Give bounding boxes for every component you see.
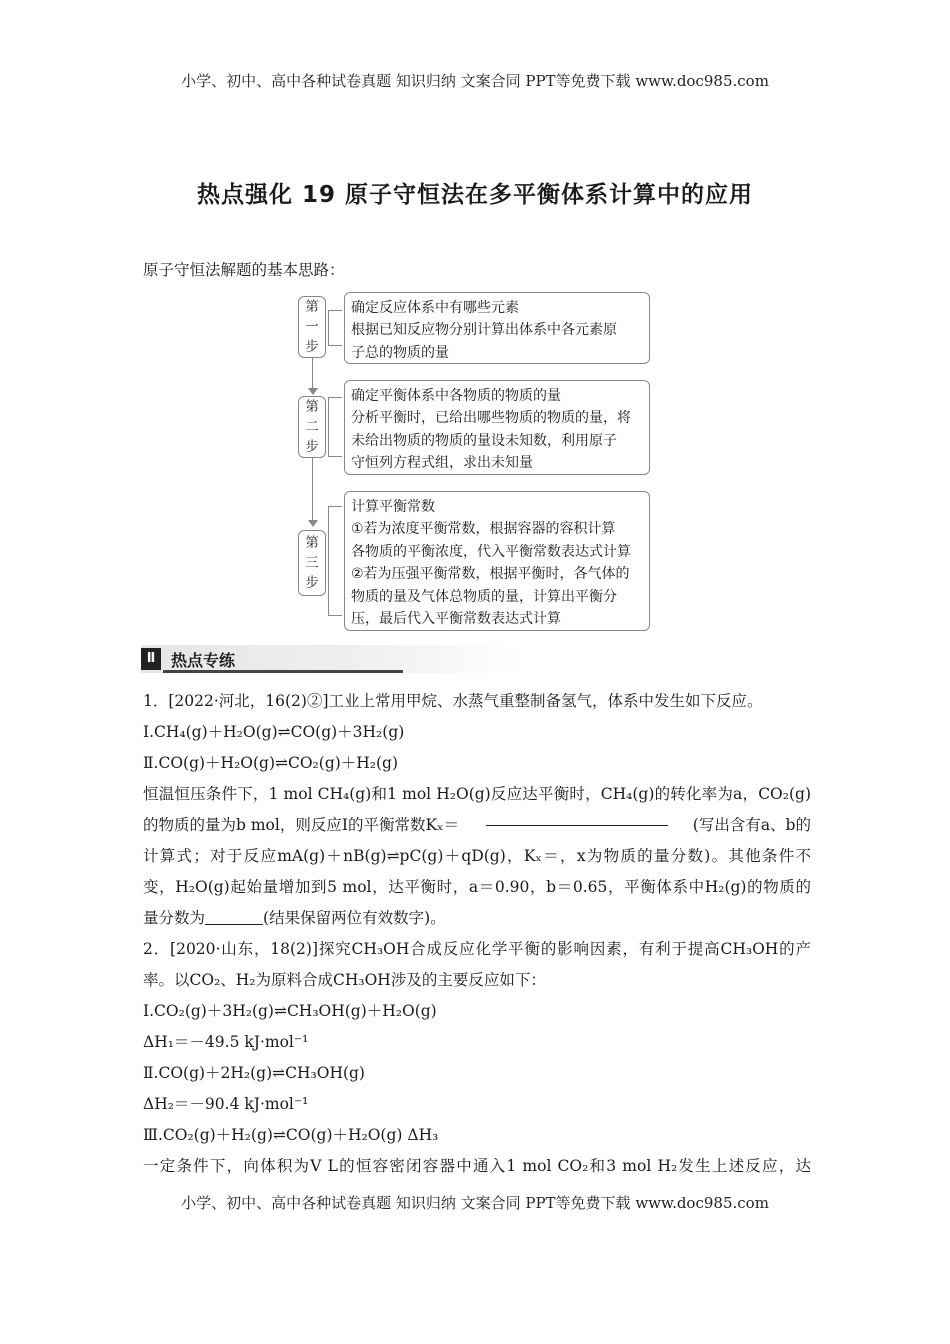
step-1-line: 确定反应体系中有哪些元素 (351, 300, 519, 316)
section-underline (163, 670, 403, 673)
q1-paragraph-line: (结果保留两位有效数字)。 (263, 909, 446, 927)
step-2-line: 守恒列方程式组，求出未知量 (351, 455, 533, 472)
q1-paragraph-line: 量分数为 (143, 909, 206, 927)
step-1-label: 第 一 步 (298, 296, 326, 358)
step-1-line: 子总的物质的量 (351, 344, 449, 361)
step-3-bracket (328, 506, 342, 616)
section-label: 热点专练 (171, 651, 236, 670)
step-1-box (344, 292, 650, 364)
q1-source: 1．[2022·河北，16(2)②] (143, 692, 329, 710)
flowchart (298, 292, 654, 634)
q1-paragraph-line: 变，H₂O(g)起始量增加到5 mol，达平衡时，a＝0.90，b＝0.65，平衡体系中H₂(g)的物质的 (143, 878, 811, 896)
q1-paragraph-line: 恒温恒压条件下，1 mol CH₄(g)和1 mol H₂O(g)反应达平衡时，CH₄(g)的转化率为a，CO₂(g) (143, 785, 811, 803)
step-3-line: 各物质的平衡浓度，代入平衡常数表达式计算 (351, 543, 631, 560)
step-3-line: ②若为压强平衡常数，根据平衡时，各气体的 (351, 566, 630, 583)
q2-enthalpy-2: ΔH₂＝－90.4 kJ·mol⁻¹ (143, 1095, 309, 1113)
arrow-down-icon (308, 520, 318, 527)
page-footer: 小学、初中、高中各种试卷真题 知识归纳 文案合同 PPT等免费下载 www.doc985.com (181, 1194, 769, 1212)
intro-text: 原子守恒法解题的基本思路： (143, 261, 345, 279)
connector-line (312, 458, 313, 520)
connector-line (312, 358, 313, 388)
q2-reaction-3: Ⅲ.CO₂(g)＋H₂(g)⇌CO(g)＋H₂O(g) ΔH₃ (143, 1126, 439, 1144)
q2-stem: 率。以CO₂、H₂为原料合成CH₃OH涉及的主要反应如下： (143, 971, 546, 989)
q2-source: 2．[2020·山东，18(2)] (143, 940, 319, 958)
page-header: 小学、初中、高中各种试卷真题 知识归纳 文案合同 PPT等免费下载 www.doc985.com (181, 72, 769, 90)
q1-reaction-1: Ⅰ.CH₄(g)＋H₂O(g)⇌CO(g)＋3H₂(g) (143, 723, 405, 741)
question-2 (143, 934, 811, 1182)
step-2-label: 第 二 步 (298, 396, 326, 458)
step-3-line: 计算平衡常数 (351, 499, 435, 515)
q1-paragraph-line: 计算式；对于反应mA(g)＋nB(g)⇌pC(g)＋qD(g)，Kₓ＝，x为物质的量分数)。其他条件不 (143, 847, 811, 865)
step-2-line: 未给出物质的物质的量设未知数，利用原子 (351, 432, 617, 449)
step-1-line: 根据已知反应物分别计算出体系中各元素原 (351, 322, 617, 339)
step-2-line: 分析平衡时，已给出哪些物质的物质的量，将 (351, 410, 631, 427)
step-3-line: 物质的量及气体总物质的量，计算出平衡分 (351, 588, 617, 605)
q1-paragraph-line: (写出含有a、b的 (692, 816, 811, 834)
arrow-down-icon (308, 388, 318, 395)
step-3-label: 第 三 步 (298, 530, 326, 596)
q2-stem: 探究CH₃OH合成反应化学平衡的影响因素，有利于提高CH₃OH的产 (318, 940, 811, 958)
section-banner (141, 645, 521, 673)
q2-paragraph-line: 一定条件下，向体积为V L的恒容密闭容器中通入1 mol CO₂和3 mol H₂发生上述反应，达 (143, 1157, 811, 1175)
q2-reaction-2: Ⅱ.CO(g)＋2H₂(g)⇌CH₃OH(g) (143, 1064, 365, 1082)
q2-reaction-1: Ⅰ.CO₂(g)＋3H₂(g)⇌CH₃OH(g)＋H₂O(g) (143, 1002, 437, 1020)
step-2-box (344, 380, 650, 475)
section-icon: Ⅱ (141, 648, 161, 670)
q1-reaction-2: Ⅱ.CO(g)＋H₂O(g)⇌CO₂(g)＋H₂(g) (143, 754, 399, 772)
question-1 (143, 686, 811, 934)
q2-enthalpy-1: ΔH₁＝－49.5 kJ·mol⁻¹ (143, 1033, 309, 1051)
step-1-bracket (328, 310, 342, 346)
step-3-line: ①若为浓度平衡常数，根据容器的容积计算 (351, 521, 616, 538)
step-2-line: 确定平衡体系中各物质的物质的量 (351, 388, 561, 404)
step-2-bracket (328, 397, 342, 457)
page-title: 热点强化 19 原子守恒法在多平衡体系计算中的应用 (196, 182, 754, 208)
q1-paragraph-line: 的物质的量为b mol，则反应Ⅰ的平衡常数Kₓ＝ (143, 816, 460, 834)
answer-blank-2[interactable] (205, 909, 263, 925)
answer-blank-1[interactable] (486, 810, 668, 826)
q1-stem: 工业上常用甲烷、水蒸气重整制备氢气，体系中发生如下反应。 (328, 692, 763, 710)
step-3-box (344, 491, 650, 631)
step-3-line: 压，最后代入平衡常数表达式计算 (351, 611, 561, 628)
